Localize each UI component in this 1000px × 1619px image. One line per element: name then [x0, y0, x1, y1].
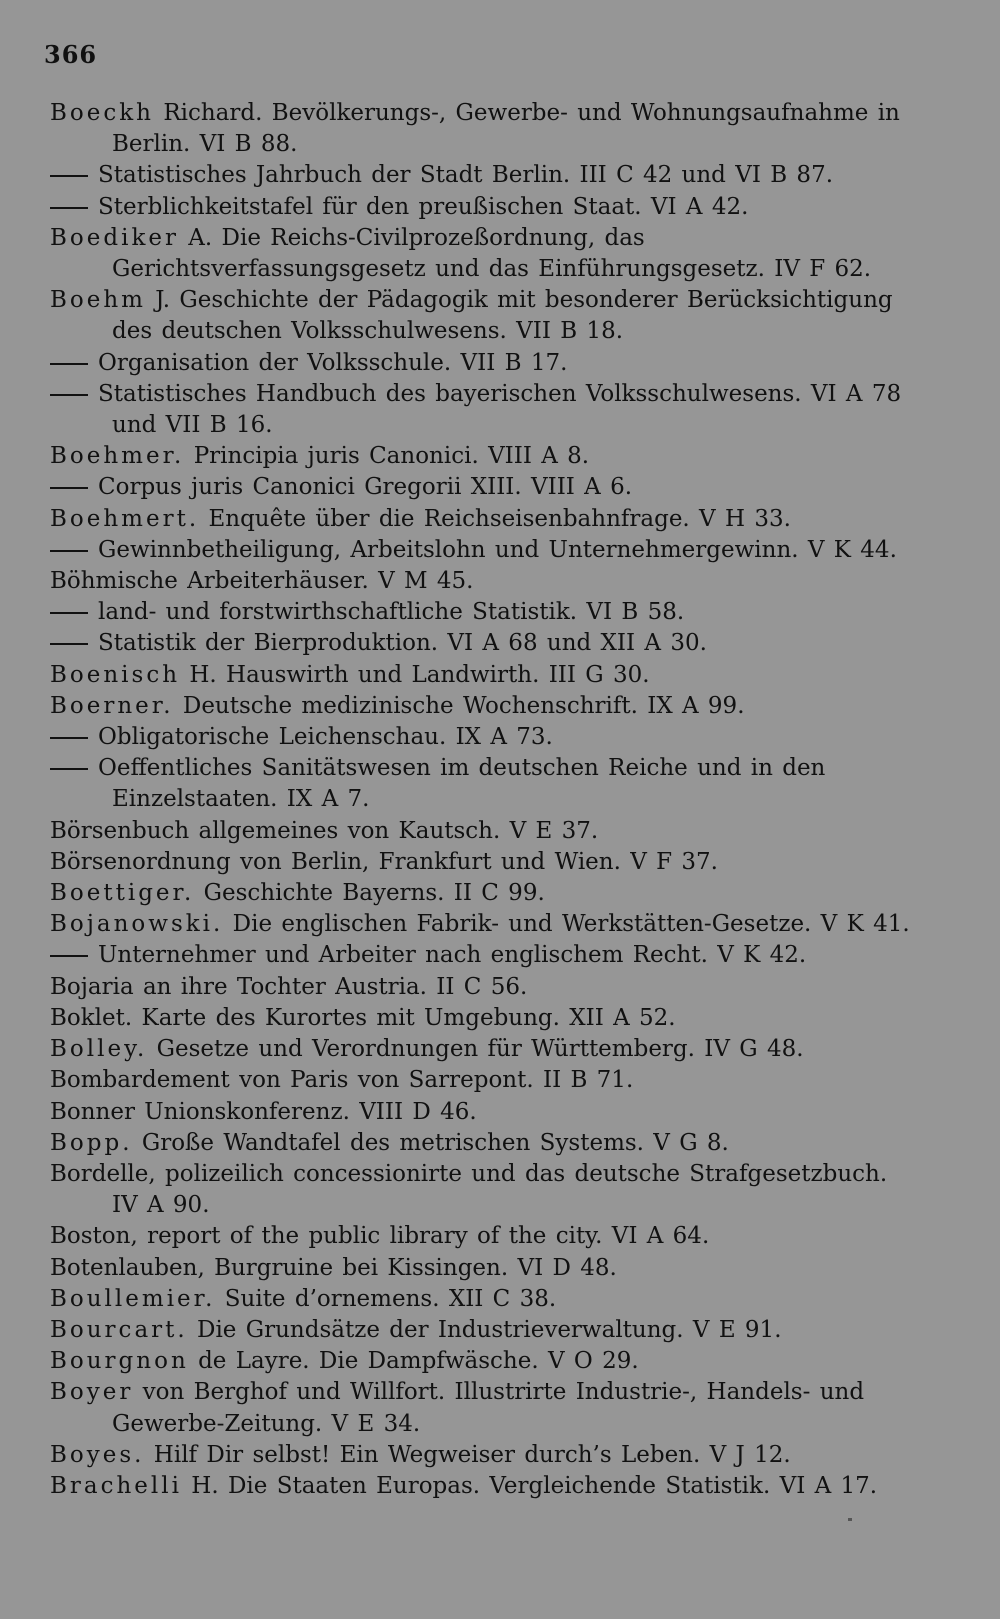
entry-author: Bolley.	[50, 1036, 148, 1063]
ditto-dash	[50, 737, 88, 739]
index-entry	[50, 1440, 918, 1471]
entry-text: Oeffentliches Sanitätswesen im deutschen Reiche und in den Einzelstaaten. IX A 7.	[98, 755, 826, 813]
index-entry	[50, 379, 918, 441]
entry-author: Bourgnon	[50, 1348, 189, 1375]
index-entry	[50, 1315, 918, 1346]
ditto-dash	[50, 612, 88, 614]
entry-text: Bombardement von Paris von Sarrepont. II B 71.	[50, 1067, 634, 1094]
entry-text: Hilf Dir selbst! Ein Wegweiser durch’s Leben. V J 12.	[153, 1441, 791, 1468]
entry-text: Bonner Unionskonferenz. VIII D 46.	[50, 1098, 477, 1125]
ditto-dash	[50, 363, 88, 365]
index-entry	[50, 160, 918, 191]
index-entry	[50, 472, 918, 503]
entry-author: Boediker	[50, 224, 179, 251]
index-entry	[50, 1159, 918, 1221]
index-entry	[50, 348, 918, 379]
ditto-dash	[50, 955, 88, 957]
entry-text: land- und forstwirthschaftliche Statistik. VI B 58.	[98, 599, 685, 626]
ditto-dash	[50, 768, 88, 770]
index-entry	[50, 1128, 918, 1159]
index-entry	[50, 1346, 918, 1377]
ditto-dash	[50, 175, 88, 177]
index-entry	[50, 504, 918, 535]
entry-text: Börsenbuch allgemeines von Kautsch. V E 37.	[50, 817, 599, 844]
ditto-dash	[50, 487, 88, 489]
index-entry	[50, 722, 918, 753]
entry-text: H. Hauswirth und Landwirth. III G 30.	[189, 661, 650, 688]
entry-text: Organisation der Volksschule. VII B 17.	[98, 349, 568, 376]
entry-author: Boerner.	[50, 692, 174, 719]
index-entry	[50, 192, 918, 223]
entry-author: Boehmert.	[50, 505, 200, 532]
index-entry	[50, 1097, 918, 1128]
ditto-dash	[50, 643, 88, 645]
entry-author: Brachelli	[50, 1472, 182, 1499]
page-number: 366	[44, 40, 98, 69]
index-entry	[50, 940, 918, 971]
entry-author: Bourcart.	[50, 1316, 188, 1343]
index-entry	[50, 1253, 918, 1284]
entry-text: Geschichte Bayerns. II C 99.	[203, 880, 545, 907]
entry-author: Boyes.	[50, 1441, 145, 1468]
entry-author: Boullemier.	[50, 1285, 216, 1312]
index-entry	[50, 597, 918, 628]
index-entry	[50, 1221, 918, 1252]
index-entry	[50, 660, 918, 691]
index-entry	[50, 285, 918, 347]
index-entry	[50, 972, 918, 1003]
entry-text: Die englischen Fabrik- und Werkstätten-Gesetze. V K 41.	[232, 911, 910, 938]
entry-text: Bojaria an ihre Tochter Austria. II C 56.	[50, 973, 528, 1000]
entry-text: Die Grundsätze der Industrieverwaltung. V E 91.	[197, 1316, 782, 1343]
entry-text: Börsenordnung von Berlin, Frankfurt und Wien. V F 37.	[50, 848, 718, 875]
entry-text: Sterblichkeitstafel für den preußischen Staat. VI A 42.	[98, 193, 749, 220]
entry-text: Corpus juris Canonici Gregorii XIII. VIII A 6.	[98, 474, 633, 501]
entry-author: Boehmer.	[50, 443, 185, 470]
entry-text: Statistisches Jahrbuch der Stadt Berlin. III C 42 und VI B 87.	[98, 162, 834, 189]
entry-text: J. Geschichte der Pädagogik mit besonderer Berücksichtigung des deutschen Volksschulwesens. VII B 18.	[112, 287, 893, 345]
entry-text: Boston, report of the public library of the city. VI A 64.	[50, 1223, 710, 1250]
entry-text: Statistisches Handbuch des bayerischen Volksschulwesens. VI A 78 und VII B 16.	[98, 380, 902, 439]
index-entry	[50, 1284, 918, 1315]
index-entry	[50, 691, 918, 722]
index-entry	[50, 1065, 918, 1096]
entry-text: Suite d’ornemens. XII C 38.	[224, 1285, 557, 1312]
entry-text: A. Die Reichs-Civilprozeßordnung, das Gerichtsverfassungsgesetz und das Einführungsgesetz. IV F 62.	[112, 224, 872, 283]
entry-text: Statistik der Bierproduktion. VI A 68 und XII A 30.	[98, 630, 707, 657]
index-entry	[50, 878, 918, 909]
index-entry	[50, 909, 918, 940]
ditto-dash	[50, 207, 88, 209]
entry-author: Bopp.	[50, 1129, 133, 1156]
index-entry	[50, 1377, 918, 1439]
index-entry	[50, 535, 918, 566]
index-entry	[50, 98, 918, 160]
entry-text: Principia juris Canonici. VIII A 8.	[193, 443, 590, 470]
ditto-dash	[50, 550, 88, 552]
entry-text: Gewinnbetheiligung, Arbeitslohn und Unternehmergewinn. V K 44.	[98, 536, 897, 563]
entry-text: Boklet. Karte des Kurortes mit Umgebung. XII A 52.	[50, 1004, 676, 1031]
entry-text: von Berghof und Willfort. Illustrirte Industrie-, Handels- und Gewerbe-Zeitung. V E 34.	[112, 1379, 865, 1437]
index-entry	[50, 1034, 918, 1065]
entry-text: Unternehmer und Arbeiter nach englischem Recht. V K 42.	[98, 942, 807, 969]
index-entry	[50, 1471, 918, 1502]
entry-text: Enquête über die Reichseisenbahnfrage. V H 33.	[208, 505, 791, 532]
entry-text: Obligatorische Leichenschau. IX A 73.	[98, 724, 553, 751]
index-entry	[50, 628, 918, 659]
ink-speck	[848, 1518, 852, 1521]
index-entry-list	[50, 98, 918, 1502]
index-entry	[50, 847, 918, 878]
entry-text: Große Wandtafel des metrischen Systems. V G 8.	[141, 1129, 729, 1156]
entry-author: Bojanowski.	[50, 911, 224, 938]
entry-author: Boenisch	[50, 661, 181, 688]
index-entry	[50, 1003, 918, 1034]
entry-text: Böhmische Arbeiterhäuser. V M 45.	[50, 568, 474, 595]
index-entry	[50, 816, 918, 847]
index-entry	[50, 223, 918, 285]
entry-text: Richard. Bevölkerungs-, Gewerbe- und Wohnungsaufnahme in Berlin. VI B 88.	[112, 100, 900, 158]
entry-text: Deutsche medizinische Wochenschrift. IX A 99.	[182, 692, 745, 719]
index-entry	[50, 753, 918, 815]
ditto-dash	[50, 394, 88, 396]
entry-text: Botenlauben, Burgruine bei Kissingen. VI D 48.	[50, 1254, 617, 1281]
entry-text: de Layre. Die Dampfwäsche. V O 29.	[198, 1348, 639, 1375]
entry-text: H. Die Staaten Europas. Vergleichende Statistik. VI A 17.	[191, 1472, 878, 1499]
entry-author: Boyer	[50, 1379, 134, 1406]
entry-text: Bordelle, polizeilich concessionirte und das deutsche Strafgesetzbuch. IV A 90.	[50, 1160, 888, 1219]
entry-author: Boehm	[50, 287, 146, 314]
index-entry	[50, 441, 918, 472]
entry-text: Gesetze und Verordnungen für Württemberg. IV G 48.	[156, 1036, 804, 1063]
entry-author: Boeckh	[50, 100, 154, 126]
entry-author: Boettiger.	[50, 880, 195, 907]
index-entry	[50, 566, 918, 597]
